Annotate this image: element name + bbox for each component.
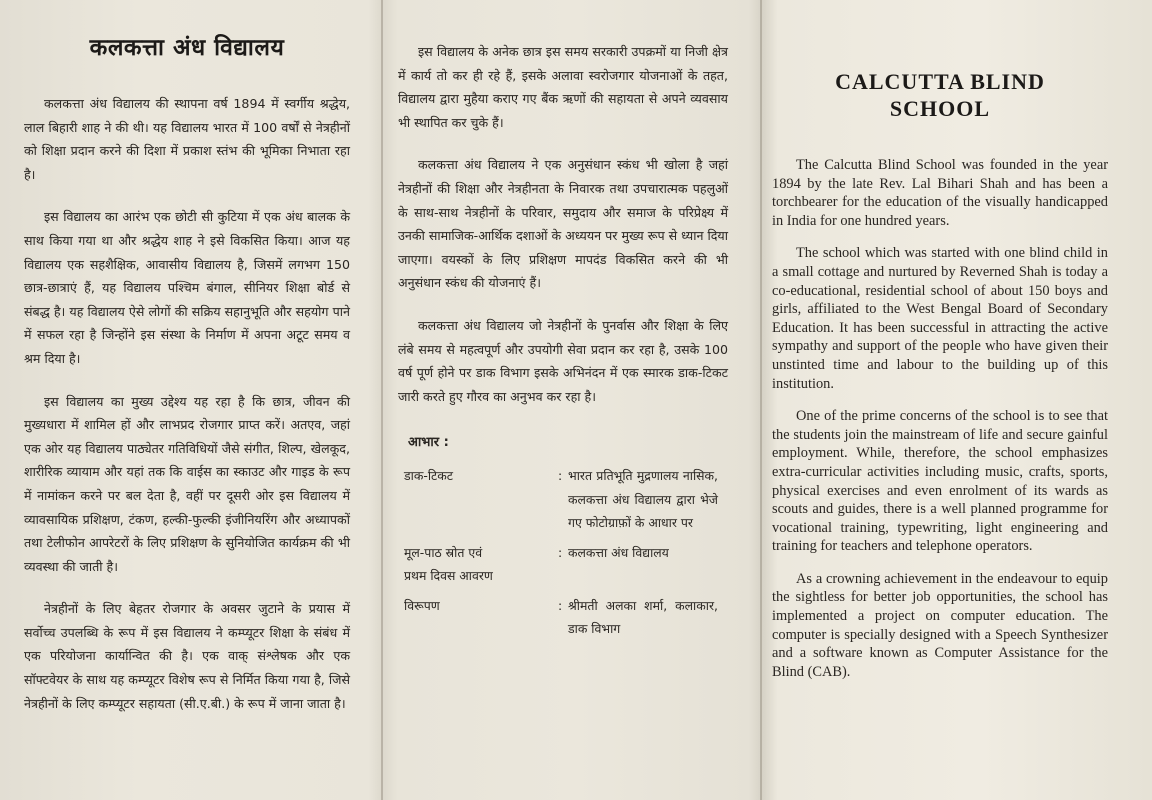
english-title <box>772 68 1108 122</box>
ack-label-line: डाक-टिकट <box>404 468 454 484</box>
ack-value <box>568 464 718 535</box>
acknowledgement-row-design <box>398 594 728 641</box>
ack-label-line: मूल-पाठ स्रोत एवं <box>404 544 483 560</box>
english-title-line-1: CALCUTTA BLIND <box>835 69 1045 94</box>
english-title-line-2: SCHOOL <box>889 96 991 121</box>
ack-label <box>398 464 558 535</box>
hindi-column-2 <box>398 40 728 647</box>
hindi-paragraph-6: कलकत्ता अंध विद्यालय ने एक अनुसंधान स्कंध भी खोला है जहां नेत्रहीनों की शिक्षा और नेत्रहीनता के निवारक तथा उपचारात्मक पहलुओं के साथ-साथ नेत्रहीनों के परिवार, समुदाय और समाज के परिप्रेक्ष्य में उनकी सामाजिक-आर्थिक दशाओं के अध्ययन पर मुख्य रूप से ध्यान दिया जाएगा। वयस्कों के लिए प्रशिक्षण मापदंड विकसित करने की भी अनुसंधान स्कंध की योजनाएं हैं। <box>398 157 728 291</box>
ack-value-line: श्रीमती अलका शर्मा, कलाकार, डाक विभाग <box>568 597 718 637</box>
ack-label-line: विरूपण <box>404 597 440 613</box>
ack-colon: : <box>558 468 563 484</box>
hindi-column-1 <box>24 30 350 734</box>
ack-value <box>568 541 718 588</box>
english-paragraph-2: The school which was started with one blind child in a small cottage and nurtured by Reverned Shah is today a co-educational, residential school of about 150 boys and girls, affiliated to the West Bengal Board of Secondary Education. It has been successful in attracting the active sympathy and support of the people who have given their unstinted time and labour to the building up of this institution. <box>772 245 1108 392</box>
ack-label-line: प्रथम दिवस आवरण <box>404 568 493 584</box>
hindi-paragraph-4: नेत्रहीनों के लिए बेहतर रोजगार के अवसर जुटाने के प्रयास में सर्वोच्च उपलब्धि के रूप में इस विद्यालय ने कम्प्यूटर शिक्षा के संबंध में एक परियोजना कार्यान्वित की है। एक वाक् संश्लेषक और एक सॉफ्टवेयर के साथ यह कम्प्यूटर विशेष रूप से निर्मित किया गया है, जिसे नेत्रहीनों के लिए कम्प्यूटर सहायता (सी.ए.बी.) के रूप में जाना जाता है। <box>24 601 350 711</box>
hindi-paragraph-2: इस विद्यालय का आरंभ एक छोटी सी कुटिया में एक अंध बालक के साथ किया गया था और श्रद्धेय शाह ने इसे विकसित किया। आज यह विद्यालय एक सहशैक्षिक, आवासीय विद्यालय है, जिसमें लगभग 150 छात्र-छात्राएं हैं, यह विद्यालय पश्चिम बंगाल, सीनियर शिक्षा बोर्ड से संबद्ध है। यह विद्यालय ऐसे लोगों की सक्रिय सहानुभूति और सहयोग पाने में सफल रहा है जिन्होंने इस संस्था के निर्माण में अपना अटूट समय व श्रम दिया है। <box>24 209 350 366</box>
hindi-paragraph-1: कलकत्ता अंध विद्यालय की स्थापना वर्ष 1894 में स्वर्गीय श्रद्धेय, लाल बिहारी शाह ने की थी। यह विद्यालय भारत में 100 वर्षों से नेत्रहीनों को शिक्षा प्रदान करने की दिशा में प्रकाश स्तंभ की भूमिका निभाता रहा है। <box>24 96 350 182</box>
hindi-paragraph-5: इस विद्यालय के अनेक छात्र इस समय सरकारी उपक्रमों या निजी क्षेत्र में कार्य तो कर ही रहे हैं, इसके अलावा स्वरोजगार योजनाओं के तहत, विद्यालय द्वारा मुहैया कराए गए बैंक ऋणों की सहायता से अपने व्यवसाय भी स्थापित कर चुके हैं। <box>398 44 728 130</box>
ack-label <box>398 594 558 641</box>
acknowledgement-row-stamp <box>398 464 728 535</box>
ack-label <box>398 541 558 588</box>
english-paragraph-3: One of the prime concerns of the school is to see that the students join the mainstream of life and secure gainful employment. While, therefore, the school emphasizes extra-curricular activities including music, crafts, sports, physical exercises and even enrolment of its wards as scouts and guides, there is a well planned programme for vocational training, typewriting, light engineering and training for teachers and telephone operators. <box>772 408 1108 555</box>
ack-value-line: भारत प्रतिभूति मुद्रणालय नासिक, कलकत्ता अंध विद्यालय द्वारा भेजे गए फोटोग्राफ़ों के आधार पर <box>568 468 718 531</box>
acknowledgement-heading: आभार : <box>408 435 449 451</box>
acknowledgement-row-text-source <box>398 541 728 588</box>
hindi-paragraph-3: इस विद्यालय का मुख्य उद्देश्य यह रहा है कि छात्र, जीवन की मुख्यधारा में शामिल हों और लाभप्रद रोजगार प्राप्त करें। अतएव, जहां एक ओर यह विद्यालय पाठ्येतर गतिविधियों जैसे संगीत, शिल्प, खेलकूद, शारीरिक व्यायाम और यहां तक कि वाईस का स्काउट और गाइड के रूप में नामांकन करने पर बल देता है, वहीं पर दूसरी ओर इस विद्यालय में व्यावसायिक प्रशिक्षण, टंकण, हल्की-फुल्की इंजीनियरिंग और अध्यापकों तथा टेलीफोन आपरेटरों के लिए प्रशिक्षण के सुनियोजित कार्यक्रम की भी व्यवस्था की जाती है। <box>24 393 350 574</box>
hindi-title: कलकत्ता अंध विद्यालय <box>89 35 285 61</box>
fold-line-left <box>381 0 383 800</box>
english-paragraph-1: The Calcutta Blind School was founded in the year 1894 by the late Rev. Lal Bihari Shah and has been a torchbearer for the education of the visually handicapped in India for one hundred years. <box>772 157 1108 229</box>
ack-colon: : <box>558 544 563 560</box>
ack-value-line: कलकत्ता अंध विद्यालय <box>568 544 669 560</box>
english-paragraph-4: As a crowning achievement in the endeavour to equip the sightless for better job opportunities, the school has implemented a project on computer education. The computer is specially designed with a Speech Synthesizer and a software known as Computer Assistance for the Blind (CAB). <box>772 570 1108 680</box>
ack-value <box>568 594 718 641</box>
fold-line-right <box>760 0 762 800</box>
ack-colon: : <box>558 597 563 613</box>
hindi-paragraph-7: कलकत्ता अंध विद्यालय जो नेत्रहीनों के पुनर्वास और शिक्षा के लिए लंबे समय से महत्वपूर्ण और उपयोगी सेवा प्रदान कर रहा है, उसके 100 वर्ष पूर्ण होने पर डाक विभाग इसके अभिनंदन में एक स्मारक डाक-टिकट जारी करते हुए गौरव का अनुभव कर रहा है। <box>398 317 728 404</box>
english-column <box>772 68 1108 695</box>
